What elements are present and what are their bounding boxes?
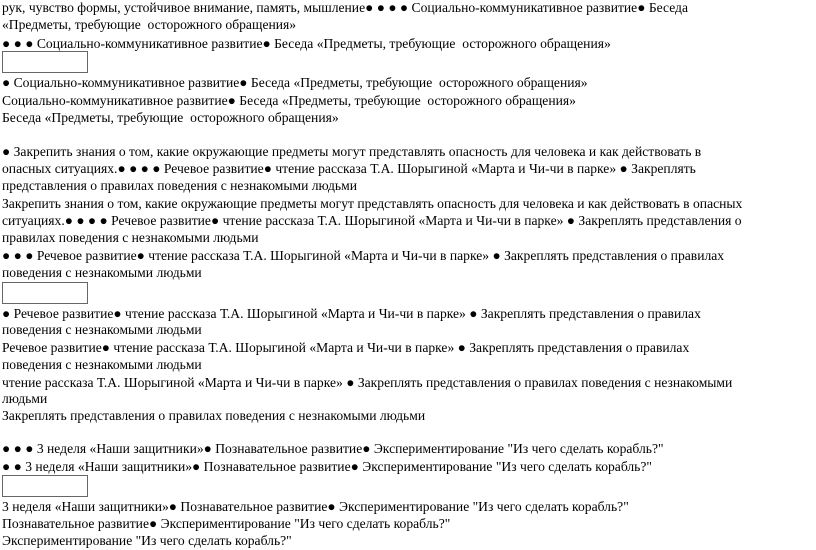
- text-line-10: Закрепить знания о том, какие окружающие предметы могут представлять опасность для человека и как действовать в опасных: [2, 196, 743, 211]
- text-line-8: опасных ситуациях.● ● ● ● Речевое развитие● чтение рассказа Т.А. Шорыгиной «Марта и Чи-чи в парке» ● Закреплять: [2, 161, 696, 176]
- text-line-17: Речевое развитие● чтение рассказа Т.А. Шорыгиной «Марта и Чи-чи в парке» ● Закреплять представления о правилах: [2, 340, 690, 355]
- text-line-19: чтение рассказа Т.А. Шорыгиной «Марта и Чи-чи в парке» ● Закреплять представления о правилах поведения с незнакомыми: [2, 375, 733, 390]
- text-line-14: поведения с незнакомыми людьми: [2, 265, 202, 280]
- text-line-6: Беседа «Предметы, требующие осторожного обращения»: [2, 110, 339, 125]
- text-line-4: ● Социально-коммуникативное развитие● Беседа «Предметы, требующие осторожного обращения»: [2, 75, 588, 90]
- text-line-2: «Предметы, требующие осторожного обращения»: [2, 17, 297, 32]
- text-line-24: 3 неделя «Наши защитники»● Познавательное развитие● Экспериментирование "Из чего сделать корабль?": [2, 499, 629, 514]
- text-line-16: поведения с незнакомыми людьми: [2, 322, 202, 337]
- empty-frame-1: [2, 51, 88, 73]
- text-line-3: ● ● ● Социально-коммуникативное развитие● Беседа «Предметы, требующие осторожного обращения»: [2, 36, 611, 51]
- text-line-20: людьми: [2, 391, 48, 406]
- text-line-15: ● Речевое развитие● чтение рассказа Т.А. Шорыгиной «Марта и Чи-чи в парке» ● Закреплять представления о правилах: [2, 306, 701, 321]
- text-line-5: Социально-коммуникативное развитие● Беседа «Предметы, требующие осторожного обращения»: [2, 93, 576, 108]
- text-line-18: поведения с незнакомыми людьми: [2, 357, 202, 372]
- empty-frame-2: [2, 282, 88, 304]
- text-line-21: Закреплять представления о правилах поведения с незнакомыми людьми: [2, 408, 426, 423]
- text-line-1: рук, чувство формы, устойчивое внимание, память, мышление● ● ● ● Социально-коммуникативное развитие● Беседа: [2, 0, 689, 15]
- empty-frame-3: [2, 475, 88, 497]
- text-line-7: ● Закрепить знания о том, какие окружающие предметы могут представлять опасность для человека и как действовать в: [2, 144, 702, 159]
- text-line-26: Экспериментирование "Из чего сделать корабль?": [2, 533, 292, 548]
- text-line-11: ситуациях.● ● ● ● Речевое развитие● чтение рассказа Т.А. Шорыгиной «Марта и Чи-чи в парке» ● Закреплять представления о: [2, 213, 742, 228]
- text-line-23: ● ● 3 неделя «Наши защитники»● Познавательное развитие● Экспериментирование "Из чего сделать корабль?": [2, 459, 652, 474]
- text-line-22: ● ● ● 3 неделя «Наши защитники»● Познавательное развитие● Экспериментирование "Из чего сделать корабль?": [2, 441, 664, 456]
- text-line-13: ● ● ● Речевое развитие● чтение рассказа Т.А. Шорыгиной «Марта и Чи-чи в парке» ● Закреплять представления о правилах: [2, 248, 725, 263]
- text-line-25: Познавательное развитие● Экспериментирование "Из чего сделать корабль?": [2, 516, 451, 531]
- text-line-9: представления о правилах поведения с незнакомыми людьми: [2, 178, 357, 193]
- text-line-12: правилах поведения с незнакомыми людьми: [2, 230, 259, 245]
